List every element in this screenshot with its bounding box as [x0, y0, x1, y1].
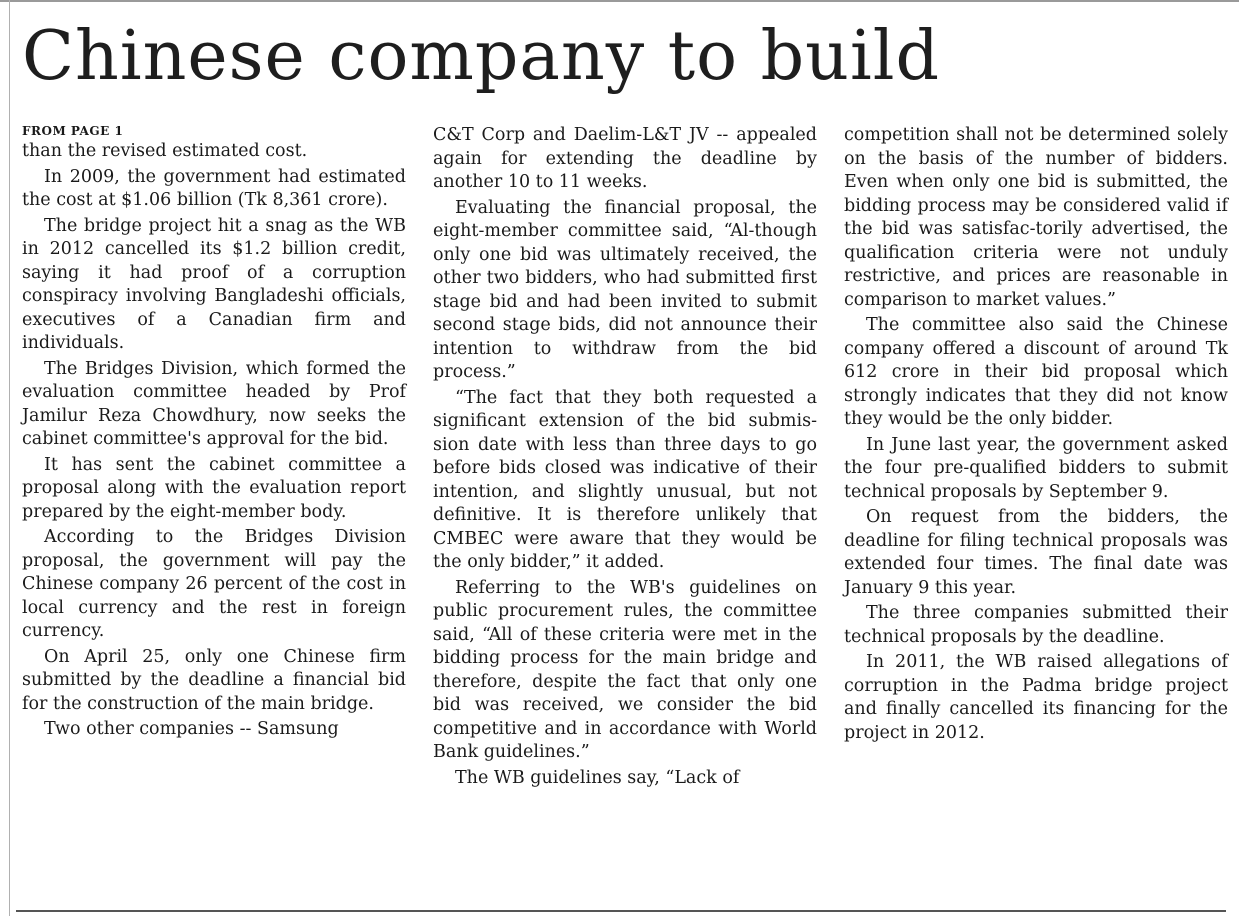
- paragraph: On request from the bidders, the deadline for filing technical proposals was extended four times. The final date was January 9 this year.: [844, 507, 1228, 598]
- paragraph: On April 25, only one Chinese firm submitted by the deadline a financial bid for the construction of the main bridge.: [22, 646, 406, 714]
- top-rule: [0, 0, 1239, 2]
- paragraph: The committee also said the Chinese company offered a discount of around Tk 612 crore in their bid proposal which strongly indicates that they did not know they would be the only bidder.: [844, 315, 1228, 429]
- article-column-3: [844, 124, 1228, 747]
- paragraph: The three companies submitted their technical proposals by the deadline.: [844, 603, 1228, 647]
- paragraph: Two other companies -- Samsung: [44, 719, 339, 739]
- paragraph: Evaluating the financial proposal, the eight-member committee said, “Al-though only one bid was ultimately received, the other two bidders, who had submitted first stage bid and had been invited to submit second stage bids, did not announce their intention to withdraw from the bid process.”: [433, 197, 817, 382]
- headline: Chinese company to build: [22, 17, 940, 96]
- paragraph: C&T Corp and Daelim-L&T JV -- appealed again for extending the deadline by another 10 to 11 weeks.: [433, 125, 817, 192]
- continuation-kicker: FROM PAGE 1: [22, 124, 124, 138]
- paragraph: In June last year, the government asked the four pre-qualified bidders to submit technical proposals by September 9.: [844, 434, 1228, 502]
- paragraph: It has sent the cabinet committee a proposal along with the evaluation report prepared by the eight-member body.: [22, 454, 406, 522]
- paragraph: In 2011, the WB raised allegations of corruption in the Padma bridge project and finally cancelled its financing for the project in 2012.: [844, 652, 1228, 743]
- bottom-rule: [16, 910, 1226, 912]
- paragraph: The bridge project hit a snag as the WB in 2012 cancelled its $1.2 billion credit, saying it had proof of a corruption conspiracy involving Bangladeshi officials, executives of a Canadian firm and individuals.: [22, 215, 406, 353]
- paragraph: The Bridges Division, which formed the evaluation committee headed by Prof Jamilur Reza Chowdhury, now seeks the cabinet committee's approval for the bid.: [22, 358, 406, 449]
- paragraph: than the revised estimated cost.: [22, 141, 308, 161]
- paragraph: Referring to the WB's guidelines on public procurement rules, the committee said, “All of these criteria were met in the bidding process for the main bridge and therefore, despite the fact that only one bid was received, we consider the bid competitive and in accordance with World Bank guidelines.”: [433, 577, 817, 762]
- article-column-2: [433, 124, 817, 792]
- paragraph: competition shall not be determined solely on the basis of the number of bidders. Even when only one bid is submitted, the bidding process may be considered valid if the bid was satisfac-torily advertised, the qualification criteria were not unduly restrictive, and prices are reasonable in comparison to market values.”: [844, 125, 1228, 310]
- left-rule: [9, 0, 10, 916]
- paragraph: “The fact that they both requested a significant extension of the bid submis-sion date with less than three days to go before bids closed was indicative of their intention, and slightly unusual, but not definitive. It is therefore unlikely that CMBEC were aware that they would be the only bidder,” it added.: [433, 387, 817, 572]
- paragraph: In 2009, the government had estimated the cost at $1.06 billion (Tk 8,361 crore).: [22, 166, 406, 210]
- article-column-1: [22, 124, 406, 744]
- paragraph: The WB guidelines say, “Lack of: [455, 767, 740, 788]
- paragraph: According to the Bridges Division proposal, the government will pay the Chinese company 26 percent of the cost in local currency and the rest in foreign currency.: [22, 527, 406, 641]
